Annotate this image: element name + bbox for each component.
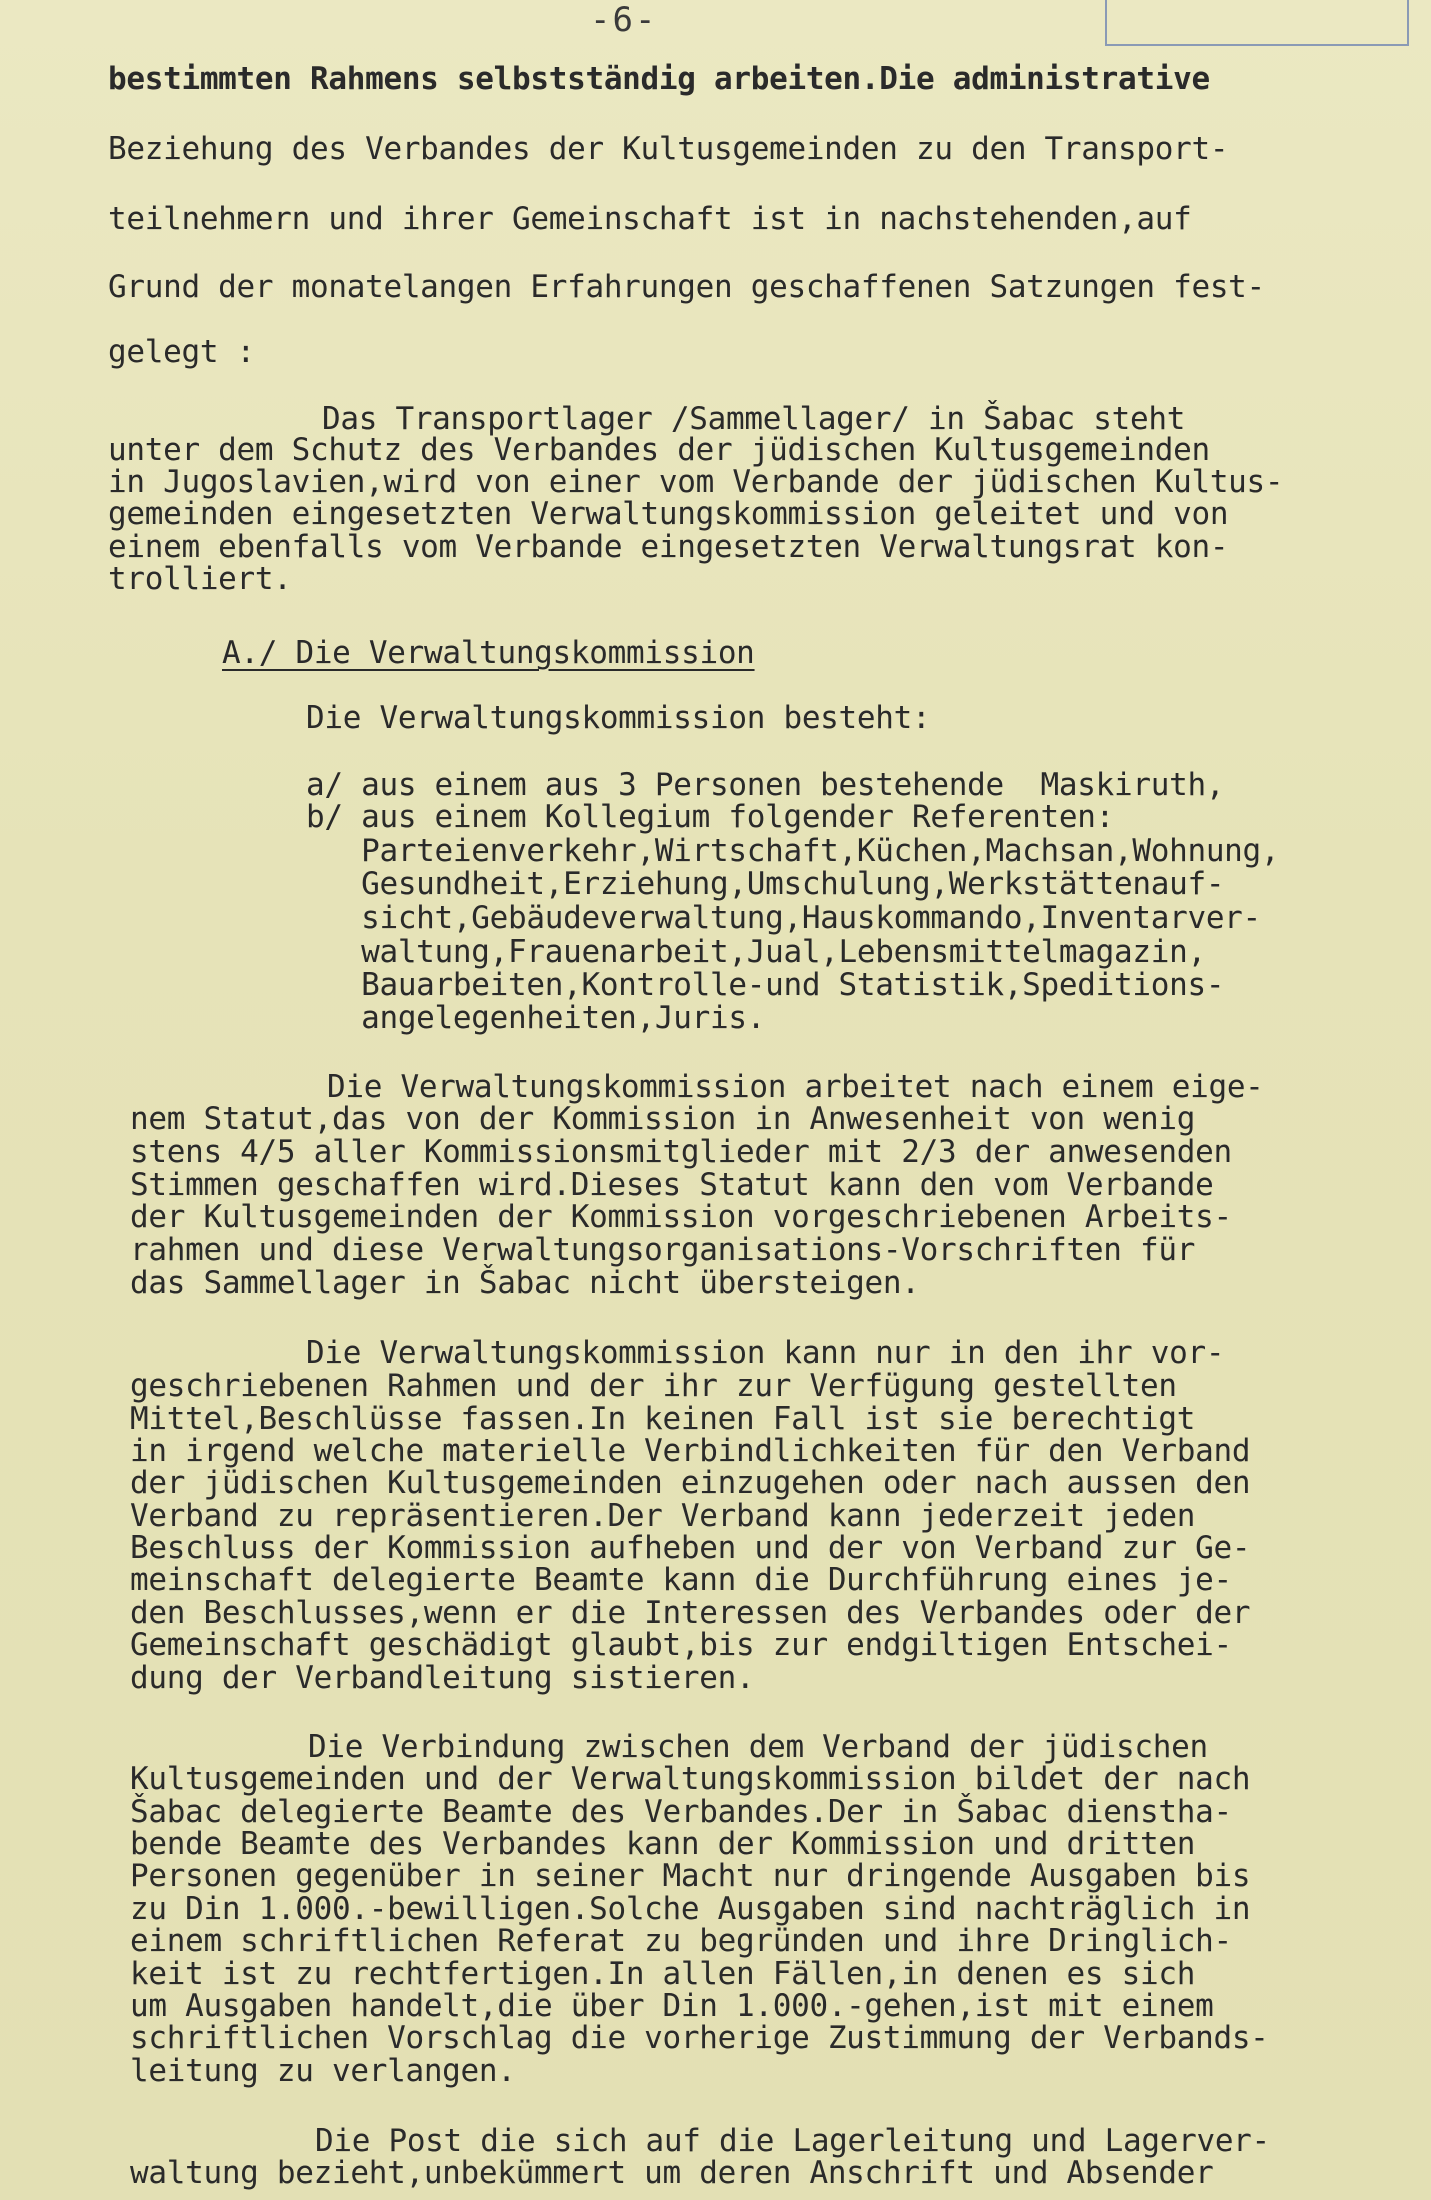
- text-line: Das Transportlager /Sammellager/ in Šabac steht: [322, 401, 1186, 437]
- text-line: geschriebenen Rahmen und der ihr zur Verfügung gestellten: [130, 1368, 1177, 1404]
- text-line: Šabac delegierte Beamte des Verbandes.Der in Šabac dienstha-: [130, 1794, 1232, 1830]
- text-line: b/ aus einem Kollegium folgender Referenten:: [306, 799, 1114, 835]
- text-line: rahmen und diese Verwaltungsorganisations-Vorschriften für: [130, 1232, 1196, 1268]
- text-line: Kultusgemeinden und der Verwaltungskommission bildet der nach: [130, 1761, 1251, 1797]
- text-line: Die Verwaltungskommission kann nur in den ihr vor-: [306, 1335, 1225, 1371]
- text-line: Bauarbeiten,Kontrolle-und Statistik,Speditions-: [306, 967, 1225, 1003]
- text-line: leitung zu verlangen.: [130, 2053, 516, 2089]
- text-line: keit ist zu rechtfertigen.In allen Fällen,in denen es sich: [130, 1956, 1196, 1992]
- text-line: einem ebenfalls vom Verbande eingesetzten Verwaltungsrat kon-: [108, 529, 1229, 565]
- page-number: -6-: [590, 0, 658, 40]
- text-line: Die Post die sich auf die Lagerleitung und Lagerver-: [315, 2123, 1270, 2159]
- text-line: das Sammellager in Šabac nicht übersteigen.: [130, 1265, 920, 1301]
- text-line: Parteienverkehr,Wirtschaft,Küchen,Machsan,Wohnung,: [306, 833, 1280, 869]
- text-line: A./ Die Verwaltungskommission: [222, 635, 755, 671]
- text-line: stens 4/5 aller Kommissionsmitglieder mit 2/3 der anwesenden: [130, 1134, 1232, 1170]
- text-line: Gesundheit,Erziehung,Umschulung,Werkstättenauf-: [306, 866, 1225, 902]
- text-line: meinschaft delegierte Beamte kann die Durchführung eines je-: [130, 1562, 1232, 1598]
- text-line: Gemeinschaft geschädigt glaubt,bis zur endgiltigen Entschei-: [130, 1627, 1232, 1663]
- text-line: teilnehmern und ihrer Gemeinschaft ist in nachstehenden,auf: [108, 201, 1192, 237]
- text-line: einem schriftlichen Referat zu begründen und ihre Dringlich-: [130, 1923, 1232, 1959]
- text-line: bende Beamte des Verbandes kann der Kommission und dritten: [130, 1826, 1196, 1862]
- text-line: Beziehung des Verbandes der Kultusgemeinden zu den Transport-: [108, 131, 1229, 167]
- text-line: dung der Verbandleitung sistieren.: [130, 1660, 755, 1696]
- text-line: Die Verwaltungskommission besteht:: [306, 700, 931, 736]
- text-line: unter dem Schutz des Verbandes der jüdischen Kultusgemeinden: [108, 432, 1210, 468]
- text-line: den Beschlusses,wenn er die Interessen des Verbandes oder der: [130, 1595, 1251, 1631]
- text-line: nem Statut,das von der Kommission in Anwesenheit von wenig: [130, 1101, 1196, 1137]
- text-line: Beschluss der Kommission aufheben und der von Verband zur Ge-: [130, 1530, 1251, 1566]
- text-line: Grund der monatelangen Erfahrungen geschaffenen Satzungen fest-: [108, 269, 1265, 305]
- text-line: waltung,Frauenarbeit,Jual,Lebensmittelmagazin,: [306, 934, 1206, 970]
- text-line: bestimmten Rahmens selbstständig arbeiten.Die administrative: [108, 61, 1210, 97]
- text-line: in Jugoslavien,wird von einer vom Verbande der jüdischen Kultus-: [108, 464, 1284, 500]
- text-line: Verband zu repräsentieren.Der Verband kann jederzeit jeden: [130, 1498, 1196, 1534]
- text-line: Die Verbindung zwischen dem Verband der jüdischen: [308, 1729, 1208, 1765]
- text-line: trolliert.: [108, 561, 292, 597]
- text-line: Personen gegenüber in seiner Macht nur dringende Ausgaben bis: [130, 1858, 1251, 1894]
- text-line: a/ aus einem aus 3 Personen bestehende Maskiruth,: [306, 767, 1225, 803]
- text-line: Mittel,Beschlüsse fassen.In keinen Fall ist sie berechtigt: [130, 1401, 1196, 1437]
- text-line: in irgend welche materielle Verbindlichkeiten für den Verband: [130, 1433, 1251, 1469]
- text-line: gelegt :: [108, 334, 255, 370]
- text-line: der jüdischen Kultusgemeinden einzugehen oder nach aussen den: [130, 1465, 1251, 1501]
- stamp-box: [1105, 0, 1409, 46]
- text-line: Die Verwaltungskommission arbeitet nach einem eige-: [327, 1069, 1264, 1105]
- text-line: der Kultusgemeinden der Kommission vorgeschriebenen Arbeits-: [130, 1199, 1232, 1235]
- text-line: gemeinden eingesetzten Verwaltungskommission geleitet und von: [108, 496, 1229, 532]
- text-line: um Ausgaben handelt,die über Din 1.000.-gehen,ist mit einem: [130, 1988, 1214, 2024]
- text-line: schriftlichen Vorschlag die vorherige Zustimmung der Verbands-: [130, 2020, 1269, 2056]
- text-line: sicht,Gebäudeverwaltung,Hauskommando,Inventarver-: [306, 900, 1261, 936]
- text-line: angelegenheiten,Juris.: [306, 1000, 766, 1036]
- text-line: zu Din 1.000.-bewilligen.Solche Ausgaben sind nachträglich in: [130, 1891, 1251, 1927]
- text-line: waltung bezieht,unbekümmert um deren Anschrift und Absender: [130, 2155, 1214, 2191]
- text-line: Stimmen geschaffen wird.Dieses Statut kann den vom Verbande: [130, 1167, 1214, 1203]
